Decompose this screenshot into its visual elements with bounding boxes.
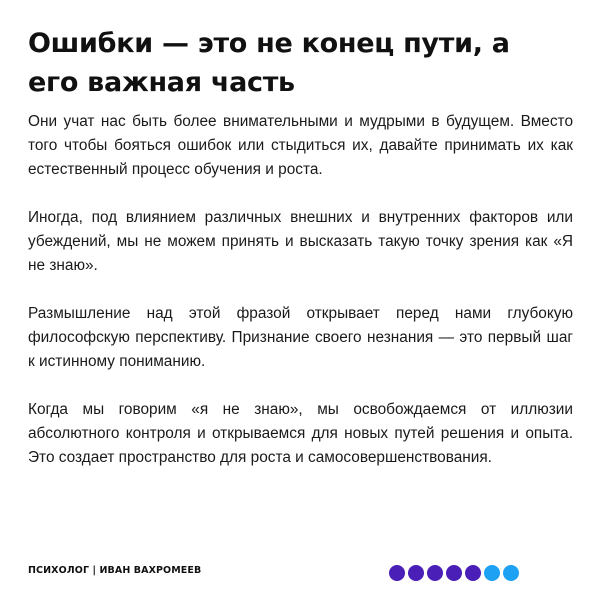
paragraph-2: Иногда, под влиянием различных внешних и внутренних факторов или убеждений, мы не можем принять и высказать такую точку зрения как «Я не знаю». [28,209,573,274]
pagination-dot-5 [465,565,481,581]
paragraph-4: Когда мы говорим «я не знаю», мы освобождаемся от иллюзии абсолютного контроля и открываемся для новых путей решения и опыта. Это создает пространство для роста и самосовершенствования. [28,401,573,466]
pagination-dot-1 [389,565,405,581]
pagination-dot-7 [503,565,519,581]
page-title: Ошибки — это не конец пути, а его важная часть [28,28,510,98]
pagination-dot-6 [484,565,500,581]
article-body [28,110,573,494]
pagination-dot-2 [408,565,424,581]
pagination-dot-4 [446,565,462,581]
slide-pagination [389,565,519,581]
paragraph-3: Размышление над этой фразой открывает перед нами глубокую философскую перспективу. Признание своего незнания — это первый шаг к истинному пониманию. [28,305,573,370]
paragraph-1: Они учат нас быть более внимательными и мудрыми в будущем. Вместо того чтобы бояться ошибок или стыдиться их, давайте принимать их как естественный процесс обучения и роста. [28,113,573,178]
author-label: ПСИХОЛОГ | ИВАН ВАХРОМЕЕВ [28,565,202,576]
pagination-dot-3 [427,565,443,581]
